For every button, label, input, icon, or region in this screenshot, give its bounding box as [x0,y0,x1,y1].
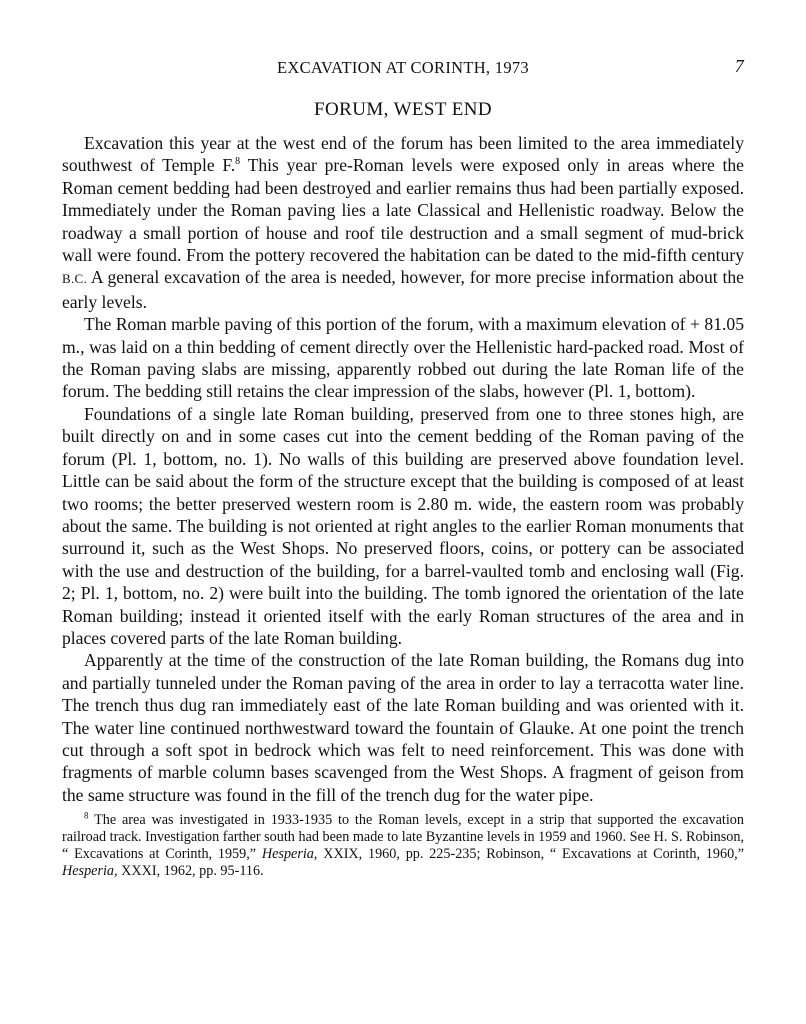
section-title: FORUM, WEST END [314,99,492,120]
paragraph-1-text-c: A general excavation of the area is needed, however, for more precise information about the early levels. [62,267,744,312]
paragraph-4: Apparently at the time of the construction of the late Roman building, the Romans dug into and partially tunneled under the Roman paving of the area in order to lay a terracotta water line. The trench thus dug ran immediately east of the late Roman building and was oriented with it. The water line continued northwestward toward the fountain of Glauke. At one point the trench cut through a soft spot in bedrock which was felt to need reinforcement. This was done with fragments of marble column bases scavenged from the West Shops. A fragment of geison from the same structure was found in the fill of the trench dug for the water pipe. [62,650,744,805]
footnote-marker: 8 [84,810,89,821]
paragraph-1-text-b: This year pre-Roman levels were exposed only in areas where the Roman cement bedding had been destroyed and earlier remains thus had been partially exposed. Immediately under the Roman paving lies a late Classical and Hellenistic roadway. Below the roadway a small portion of house and roof tile destruction and a small segment of mud-brick wall were found. From the pottery recovered the habitation can be dated to the mid-fifth century [62,155,744,266]
paragraph-1 [62,132,744,313]
era-abbreviation: B.C. [62,271,88,287]
running-head [62,52,744,82]
footnote [62,812,744,880]
footnote-journal-1: Hesperia [261,846,314,863]
paragraph-2: The Roman marble paving of this portion of the forum, with a maximum elevation of + 81.05 m., was laid on a thin bedding of cement directly over the Hellenistic hard-packed road. Most of the Roman paving slabs are missing, apparently robbed out during the late Roman life of the forum. The bedding still retains the clear impression of the slabs, however (Pl. 1, bottom). [62,314,744,402]
paragraph-3: Foundations of a single late Roman building, preserved from one to three stones high, are built directly on and in some cases cut into the cement bedding of the Roman paving of the forum (Pl. 1, bottom, no. 1). No walls of this building are preserved above foundation level. Little can be said about the form of the structure except that the building is composed of at least two rooms; the better preserved western room is 2.80 m. wide, the eastern room was probably about the same. The building is not oriented at right angles to the earlier Roman monuments that surround it, such as the West Shops. No preserved floors, coins, or pottery can be associated with the use and destruction of the building, for a barrel-vaulted tomb and enclosing wall (Fig. 2; Pl. 1, bottom, no. 2) were built into the building. The tomb ignored the orientation of the late Roman building; instead it oriented itself with the early Roman structures of the area and in places covered parts of the late Roman building. [62,403,744,648]
running-title: EXCAVATION AT CORINTH, 1973 [277,58,529,77]
paragraph-1-text-a: Excavation this year at the west end of the forum has been limited to the area immediately southwest of Temple F. [62,133,744,176]
footnote-reference: 8 [235,156,241,168]
footnote-journal-2: Hesperia [62,863,115,880]
footnote-text-c: , XXXI, 1962, pp. 95-116. [114,863,264,880]
page [62,52,744,880]
footnote-text-b: , XXIX, 1960, pp. 225-235; Robinson, “ Excavations at Corinth, 1960,” [313,846,745,863]
page-number: 7 [734,56,744,76]
footnote-text-a: The area was investigated in 1933-1935 to the Roman levels, except in a strip that supported the excavation railroad track. Investigation farther south had been made to late Byzantine levels in 1959 and 1960. See H. S. Robinson, “ Excavations at Corinth, 1959,” [62,812,744,863]
